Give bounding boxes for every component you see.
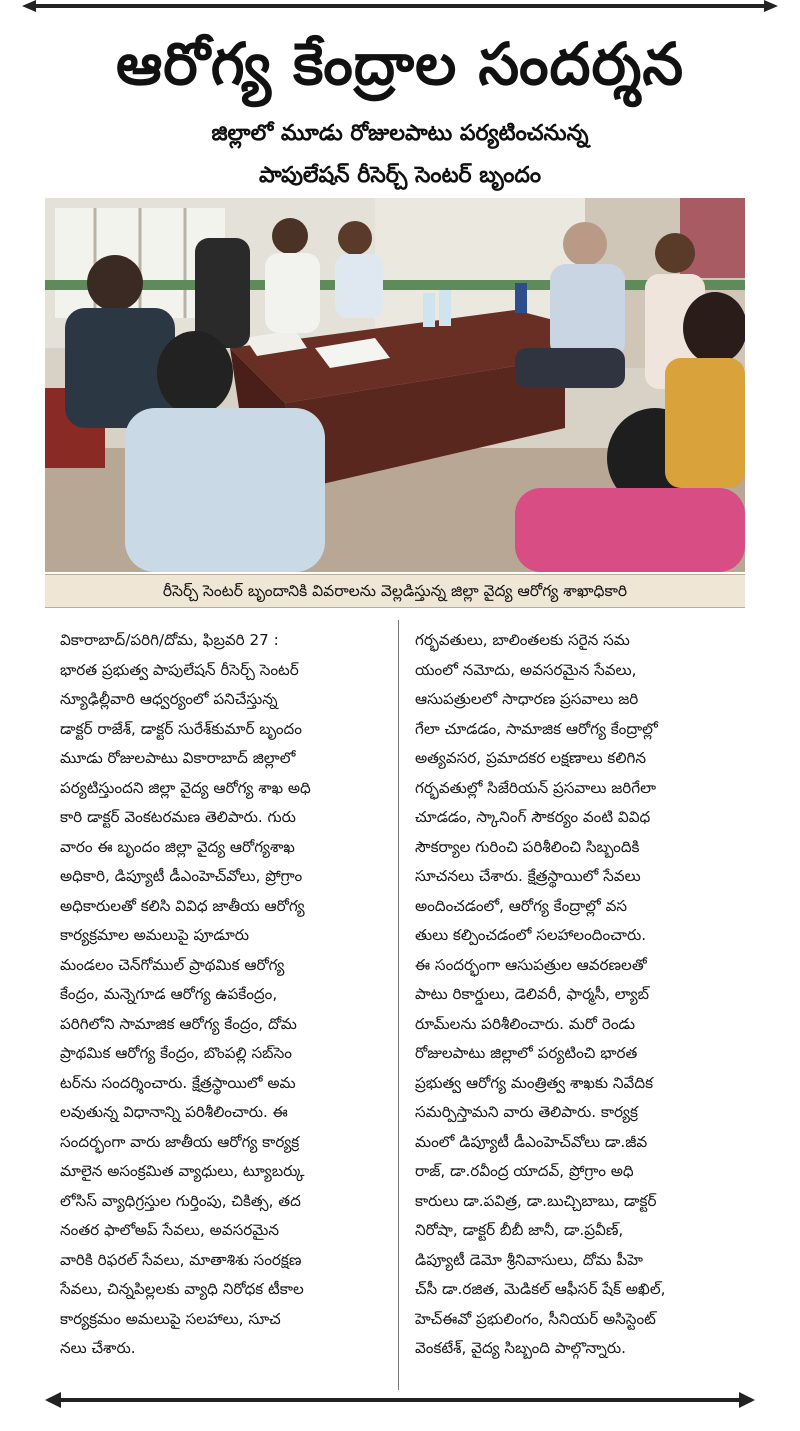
headline: ఆరోగ్య కేంద్రాల సందర్శన bbox=[115, 30, 685, 98]
article-line: సౌకర్యాల గురించి పరిశీలించి సిబ్బందికి bbox=[415, 837, 640, 856]
article-line: డాక్టర్ రాజేశ్, డాక్టర్ సురేశ్‌కుమార్ బృందం bbox=[60, 719, 302, 738]
article-line: నిరోషా, డాక్టర్ బీబీ జానీ, డా.ప్రవీణ్, bbox=[415, 1221, 624, 1239]
article-line: భారత ప్రభుత్వ పాపులేషన్ రీసెర్చ్ సెంటర్ bbox=[60, 660, 299, 679]
article-left-column bbox=[60, 626, 390, 1364]
article-line: వికారాబాద్/పరిగి/దోమ, ఫిబ్రవరి 27 : bbox=[60, 631, 279, 649]
article-line: సందర్భంగా వారు జాతీయ ఆరోగ్య కార్యక్ర bbox=[60, 1132, 300, 1151]
article-line: అధికారి, డిప్యూటీ డీఎంహెచ్‌వోలు, ప్రోగ్రాం bbox=[60, 867, 303, 885]
article-line: పరిగిలోని సామాజిక ఆరోగ్య కేంద్రం, దోమ bbox=[60, 1014, 297, 1033]
article-line: డిప్యూటీ డెమో శ్రీనివాసులు, దోమ పీహె bbox=[415, 1250, 643, 1269]
article-line: కేంద్రం, మన్నెగూడ ఆరోగ్య ఉపకేంద్రం, bbox=[60, 985, 278, 1003]
article-line: మూడు రోజులపాటు వికారాబాద్ జిల్లాలో bbox=[60, 749, 296, 767]
article-line: కారి డాక్టర్ వెంకటరమణ తెలిపారు. గురు bbox=[60, 808, 296, 826]
article-line: అత్యవసర, ప్రమాదకర లక్షణాలు కలిగిన bbox=[415, 749, 647, 767]
article-line: ప్రభుత్వ ఆరోగ్య మంత్రిత్వ శాఖకు నివేదిక bbox=[415, 1073, 653, 1092]
bottom-rule bbox=[45, 1392, 755, 1408]
article-line: రోజులపాటు జిల్లాలో పర్యటించి భారత bbox=[415, 1044, 638, 1062]
article-line: సూచనలు చేశారు. క్షేత్రస్థాయిలో సేవలు bbox=[415, 867, 641, 885]
article-line: తులు కల్పించడంలో సలహాలందించారు. bbox=[415, 926, 647, 944]
photo-caption: రీసెర్చ్ సెంటర్ బృందానికి వివరాలను వెల్లడిస్తున్న జిల్లా వైద్య ఆరోగ్య శాఖాధికారి bbox=[45, 574, 745, 608]
article-line: చ్‌సీ డా.రజిత, మెడికల్ ఆఫీసర్ షేక్ అఖిల్, bbox=[415, 1280, 666, 1298]
article-line: అధికారులతో కలిసి వివిధ జాతీయ ఆరోగ్య bbox=[60, 896, 305, 915]
article-line: లోసిస్ వ్యాధిగ్రస్తుల గుర్తింపు, చికిత్స, తద bbox=[60, 1191, 301, 1210]
article-line: రాజ్, డా.రవీంద్ర యాదవ్, ప్రోగ్రాం అధి bbox=[415, 1162, 634, 1180]
article-line: కార్యక్రమం అమలుపై సలహాలు, సూచ bbox=[60, 1309, 281, 1328]
article-line: న్యూఢిల్లీవారి ఆధ్వర్యంలో పనిచేస్తున్న bbox=[60, 690, 278, 708]
article-line: అందించడంలో, ఆరోగ్య కేంద్రాల్లో వస bbox=[415, 896, 628, 915]
article-line: పాటు రికార్డులు, డెలివరీ, ఫార్మసీ, ల్యాబ్ bbox=[415, 985, 650, 1003]
article-line: సమర్పిస్తామని వారు తెలిపారు. కార్యక్ర bbox=[415, 1103, 638, 1121]
article-line: గేలా చూడడం, సామాజిక ఆరోగ్య కేంద్రాల్లో bbox=[415, 719, 658, 738]
article-line: ఈ సందర్భంగా ఆసుపత్రుల ఆవరణలతో bbox=[415, 955, 647, 974]
article-line: చూడడం, స్కానింగ్ సౌకర్యం వంటి వివిధ bbox=[415, 808, 651, 826]
meeting-photo-illustration bbox=[45, 198, 745, 572]
column-divider bbox=[398, 620, 399, 1390]
article-line: మంలో డిప్యూటీ డీఎంహెచ్‌వోలు డా.జీవ bbox=[415, 1132, 648, 1151]
article-line: రూమ్‌లను పరిశీలించారు. మరో రెండు bbox=[415, 1014, 636, 1033]
article-line: నంతర ఫాలోఅప్ సేవలు, అవసరమైన bbox=[60, 1221, 280, 1239]
article-line: లవుతున్న విధానాన్ని పరిశీలించారు. ఈ bbox=[60, 1103, 288, 1121]
article-line: ఆసుపత్రులలో సాధారణ ప్రసవాలు జరి bbox=[415, 690, 639, 708]
subheadline-line-2: పాపులేషన్ రీసెర్చ్ సెంటర్ బృందం bbox=[258, 163, 542, 188]
article-line: టర్‌ను సందర్శించారు. క్షేత్రస్థాయిలో అమ bbox=[60, 1073, 296, 1092]
article-line: మాలైన అసంక్రమిత వ్యాధులు, ట్యూబర్కు bbox=[60, 1162, 305, 1180]
top-rule bbox=[22, 0, 778, 12]
article-line: వెంకటేశ్, వైద్య సిబ్బంది పాల్గొన్నారు. bbox=[415, 1339, 626, 1357]
article-line: నలు చేశారు. bbox=[60, 1339, 136, 1357]
article-line: గర్భవతుల్లో సిజేరియన్ ప్రసవాలు జరిగేలా bbox=[415, 778, 657, 797]
article-line: గర్భవతులు, బాలింతలకు సరైన సమ bbox=[415, 631, 630, 649]
article-line: ప్రాథమిక ఆరోగ్య కేంద్రం, బొంపల్లి సబ్‌సెం bbox=[60, 1044, 292, 1062]
article-line: వారికి రిఫరల్ సేవలు, మాతాశిశు సంరక్షణ bbox=[60, 1250, 302, 1269]
news-photo bbox=[45, 198, 745, 572]
article-line: సేవలు, చిన్నపిల్లలకు వ్యాధి నిరోధక టీకాల bbox=[60, 1280, 304, 1298]
article-line: పర్యటిస్తుందని జిల్లా వైద్య ఆరోగ్య శాఖ అధి bbox=[60, 778, 311, 797]
article-line: వారం ఈ బృందం జిల్లా వైద్య ఆరోగ్యశాఖ bbox=[60, 837, 295, 856]
article-line: కారులు డా.పవిత్ర, డా.బుచ్చిబాబు, డాక్టర్ bbox=[415, 1191, 657, 1210]
article-line: మండలం చెన్‌గోముల్ ప్రాథమిక ఆరోగ్య bbox=[60, 955, 285, 974]
subheadline-line-1: జిల్లాలో మూడు రోజులపాటు పర్యటించనున్న bbox=[211, 121, 589, 146]
article-line: హెచ్‌ఈవో ప్రభులింగం, సీనియర్ అసిస్టెంట్ bbox=[415, 1309, 656, 1328]
article-right-column bbox=[415, 626, 745, 1364]
article-line: కార్యక్రమాల అమలుపై పూడూరు bbox=[60, 926, 249, 944]
article-line: యంలో నమోదు, అవసరమైన సేవలు, bbox=[415, 660, 637, 679]
